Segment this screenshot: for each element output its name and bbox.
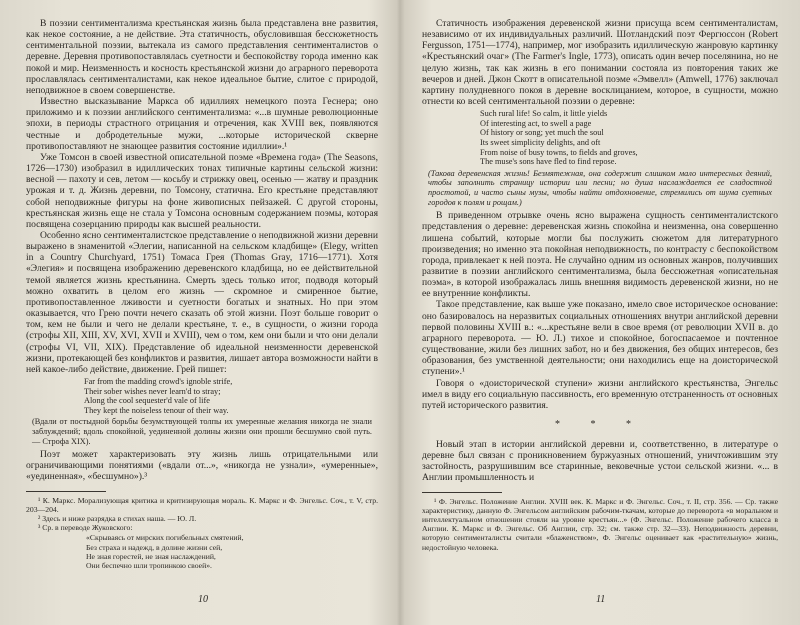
paragraph: Известно высказывание Маркса об идиллиях немецкого поэта Геснера; оно приложимо и к поэзии английского сентиментализма: «...в шумные революционные эпохи, в периоды страстного отрицания и отречения, как XVIII век, появляются честные и добродетельные мужи, ...которые исторической скверне противопоставляют не знающее развития состояние идиллии».¹	[26, 96, 378, 152]
section-divider: * * *	[555, 419, 645, 430]
paragraph: В поэзии сентиментализма крестьянская жизнь была представлена вне развития, как некое состояние, а не действие. Эта статичность, обусловившая бессюжетность сентиментальной поэзии, вытекала из самого представления сентименталистов о деревне. Деревня противопоставлялась суетности и беспокойству города именно как покой и мир. Неизменность и косность крестьянской жизни до аграрного переворота прославлялась сентименталистами, как некое идеальное бытие, слитое с природой, неподвижное в своем совершенстве.	[26, 18, 378, 96]
poem-line: Они беспечно шли тропинкою своей».	[86, 561, 212, 571]
footnote-rule	[26, 491, 106, 492]
paragraph: В приведенном отрывке очень ясно выражена сущность сентименталистского представления о деревне: деревенская жизнь спокойна и неизменна, она совершенно лишена событий, которые могли бы послужить сюжетом для литературного произведения; но именно эта покойная неподвижность, по контрасту с беспокойством города, привлекает к ней поэта. Не случайно одним из основных жанров, получивших развитие в поэзии английского сентиментализма, была бессюжетная «описательная поэма», в которой изображалась лишь внешняя видимость деревенской жизни, но не ее внутренние конфликты.	[422, 210, 778, 300]
paragraph: Уже Томсон в своей известной описательной поэме «Времена года» (The Seasons, 1726—1730) изобразил в идиллических тонах типичные картины сельской жизни: весной — пахоту и сев, летом — косьбу и стрижку овец, осенью — жатву и праздник урожая и т. д. Жизнь деревни, по Томсону, статична. Его крестьяне представляют собой неподвижные фигуры на фоне живописных пейзажей. С другой стороны, крестьянская жизнь еще не стала у Томсона основным содержанием поэмы, которая посвящена созерцанию природы как высшей реальности.	[26, 151, 378, 230]
poem-line: Не зная горестей, не зная наслаждений,	[86, 551, 216, 561]
poem-translation: (Вдали от постыдной борьбы безумствующей толпы их умеренные желания никогда не знали заблуждений; вдоль спокойной, уединенной долины жизни они прошли бесшумно свой путь. — Строфа XIX).	[32, 417, 372, 446]
footnote-rule	[422, 492, 502, 493]
poem-quote	[26, 377, 378, 415]
paragraph: Поэт может характеризовать эту жизнь лишь отрицательными или ограничивающими понятиями («вдали от...», «никогда не узнали», «умеренные», «уединенная», «бесшумно»).³	[26, 449, 378, 483]
paragraph: Особенно ясно сентименталистское представление о неподвижной жизни деревни выражено в знаменитой «Элегии, написанной на сельском кладбище» (Elegy, written in a Country Churchyard, 1751) Томаса Грея (Thomas Gray, 1716—1771). Хотя «Элегия» и посвящена изображению деревенского кладбища, но ее действительной темой является жизнь крестьянина. Смерть здесь только итог, подводя который можно охватить в целом его жизнь — скромное и смиренное бытие, противопоставленное лживости и суетности богатых и знатных. Но при этом оказывается, что Грею почти нечего сказать об этой жизни. Поэт больше говорит о том, кем не были и чего не делали крестьяне, т. е., в сущности, о жизни города (строфы XII, XIII, XV, XVI, XVII и XVIII), чем о том, кем они были и что они делали (строфы VI, VII, XIX). Представление об идеальной неизменности деревенской жизни, протекающей без конфликтов и развития, лишает автора возможности найти в ней какое-либо действие, движение. Грей пишет:	[26, 229, 378, 375]
poem-line: Of interesting act, to swell a page	[480, 118, 592, 128]
footnote: ² Здесь и ниже разрядка в стихах наша. — Ю. Л.	[38, 514, 197, 524]
paragraph: Говоря о «доисторической ступени» жизни английского крестьянства, Энгельс имел в виду его социальную пассивность, его временную отстраненность от основных путей исторического развития.	[422, 377, 778, 411]
poem-line: «Скрываясь от мирских погибельных смятений,	[86, 533, 244, 543]
right-text-column	[422, 18, 778, 552]
page-number: 11	[596, 594, 606, 605]
paragraph: Такое представление, как выше уже показано, имело свое историческое основание: оно базировалось на неразвитых социальных отношениях внутри английской деревни первой половины XVIII в.: «...крестьяне вели в свое время (от революции XVII в. до аграрного переворота. — Ю. Л.) тихое и спокойное, богоспасаемое и почтенное существование, жили без лишних забот, но и без движения, без общих интересов, без образования, без умственной деятельности; они находились еще на доисторической ступени».¹	[422, 299, 778, 378]
poem-line: Its sweet simplicity delights, and oft	[480, 138, 601, 148]
page-number: 10	[198, 594, 208, 605]
paragraph: Новый этап в истории английской деревни и, соответственно, в литературе о деревне был связан с проникновением буржуазных отношений, уничтожившим эту застойность, разрушившим все старинные, вековечные устои сельской жизни. «... в Англии промышленность и	[422, 439, 778, 484]
footnote: ³ Ср. в переводе Жуковского:	[38, 523, 133, 533]
left-text-column	[26, 18, 378, 572]
poem-line: They kept the noiseless tenour of their way.	[84, 405, 229, 415]
poem-line: Без страха и надежд, в долине жизни сей,	[86, 542, 223, 552]
right-page	[400, 0, 800, 625]
poem-line: Such rural life! So calm, it little yields	[480, 109, 608, 119]
paragraph: Статичность изображения деревенской жизни присуща всем сентименталистам, независимо от их индивидуальных различий. Шотландский поэт Фергюссон (Robert Fergusson, 1751—1774), например, мог изобразить идиллическую жанровую картинку «Крестьянский очаг» (The Farmer's Ingle, 1773), описать один вечер поселянина, но не целую жизнь, так как жизнь в его понимании состояла из повторения таких же вечеров и дней. Джон Скотт в описательной поэме «Эмвелл» (Amwell, 1776) заключал картину полудневного покоя в деревне восклицанием, которое, в сущности, можно отнести ко всей сентиментальной поэзии о деревне:	[422, 18, 778, 108]
footnote: ¹ К. Маркс. Морализующая критика и критизирующая мораль. К. Маркс и Ф. Энгельс. Соч., т. V, стр. 203—204.	[26, 495, 378, 514]
poem-translation: (Такова деревенская жизнь! Безмятежная, она содержит слишком мало интересных деяний, чтобы заполнить страницу истории или песни; но душа наслаждается ее сладостной простотой, и часто сыны музы, чтобы найти отдохновение, стремились от шума суетных городов к полям и рощам.)	[428, 168, 772, 207]
poem-line: Their sober wishes never learn'd to stray;	[84, 386, 221, 396]
footnote: ¹ Ф. Энгельс. Положение Англии. XVIII век. К. Маркс и Ф. Энгельс. Соч., т. II, стр. 356. — Ср. также характеристику, данную Ф. Энгельсом английским рабочим-ткачам, которые до переворота «в моральном и интеллектуальном отношении стояли на уровне крестьян...» (Ф. Энгельс. Положение рабочего класса в Англии. К. Маркс и Ф. Энгельс. Об Англии, стр. 32; см. также стр. 32—33). Неподвижность деревни, которую сентименталисты считали «блаженством», Ф. Энгельс оценивает как «растительную» жизнь, недостойную человека.	[422, 496, 778, 552]
poem-line: Far from the madding crowd's ignoble strife,	[84, 377, 233, 386]
poem-quote	[422, 109, 778, 167]
poem-line: Of history or song; yet much the soul	[480, 128, 604, 138]
poem-line: Along the cool sequester'd vale of life	[84, 396, 210, 406]
poem-line: The muse's sons have fled to find repose.	[480, 157, 617, 167]
footnote-poem	[26, 533, 378, 570]
poem-line: From noise of busy towns, to fields and groves,	[480, 147, 638, 157]
